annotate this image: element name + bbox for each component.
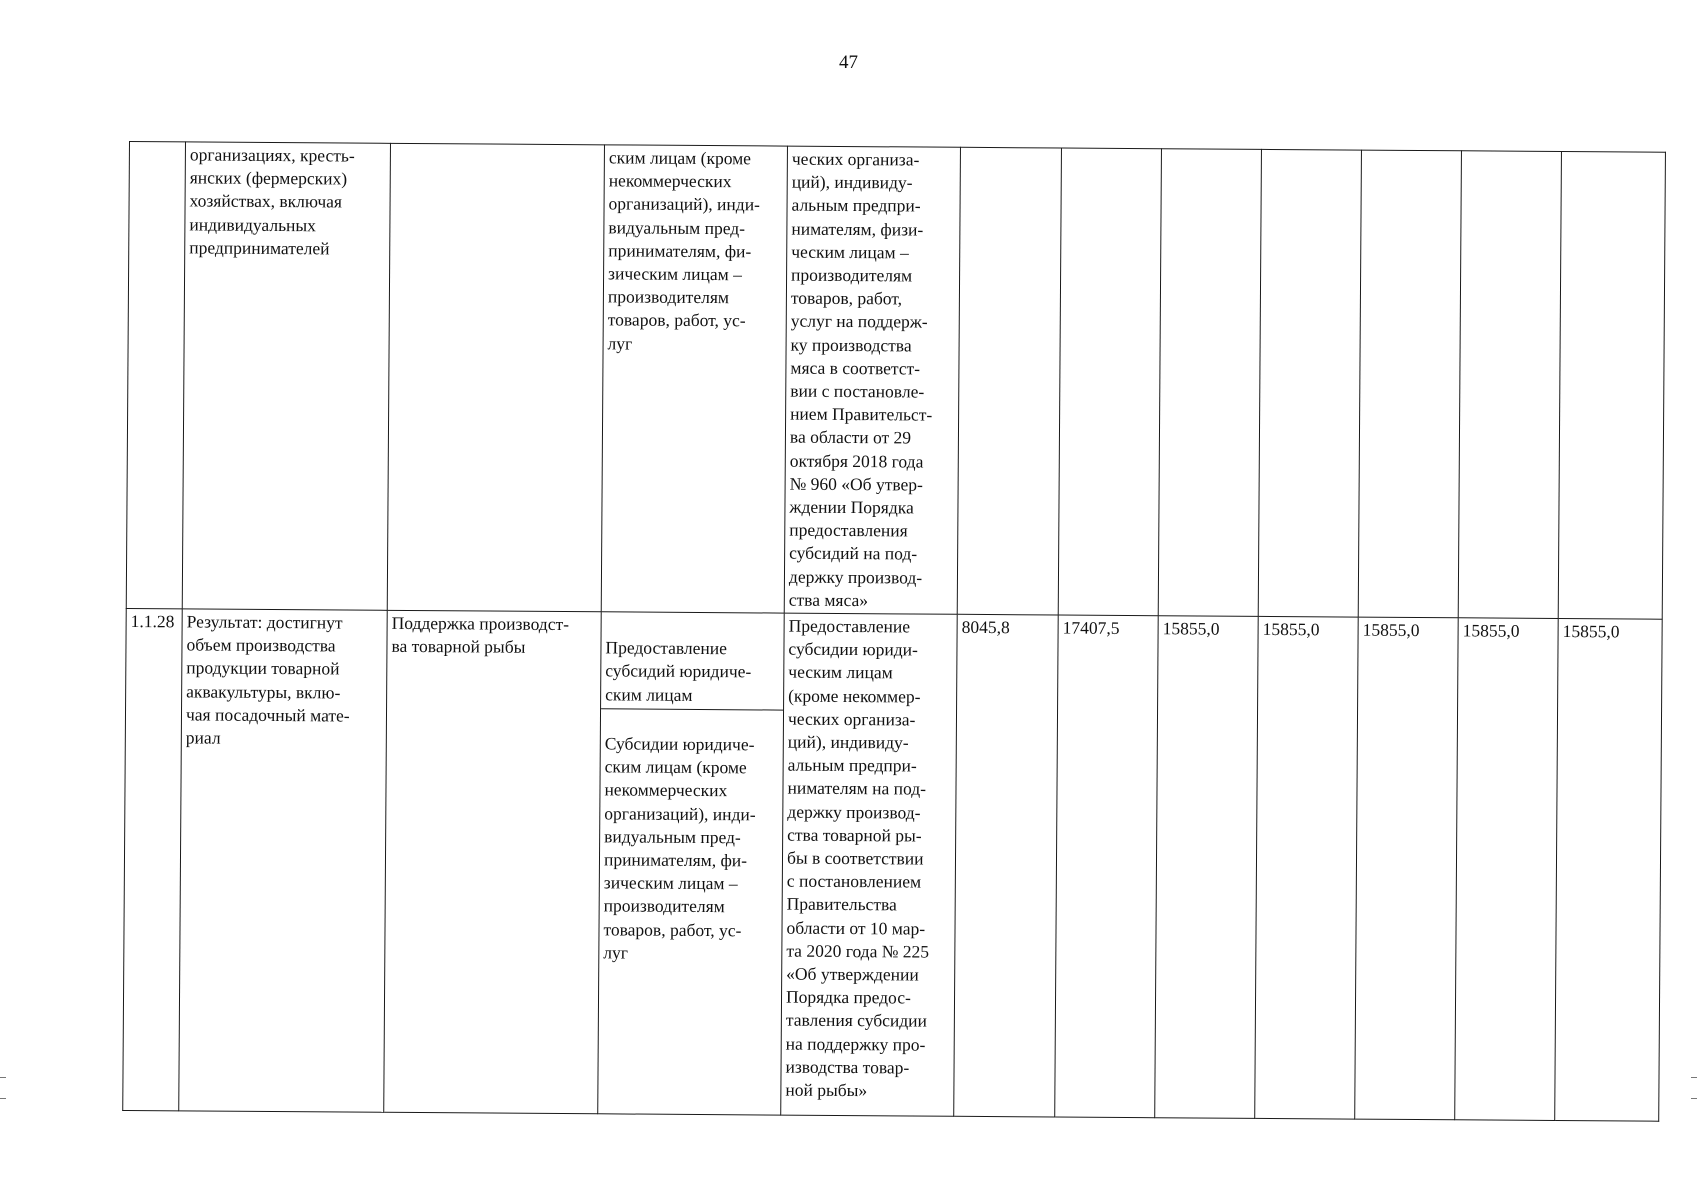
- description-cell: ческих организа- ций), индивиду- альным предпри- нимателям, физи- ческим лицам – производителям товаров, работ, услуг на поддерж- ку производства мяса в соответст- вии с постановле- нием Правительст- ва области от 29 октября 2018 года № 960 «Об утвер- ждении Порядка предоставления субсидий на под- держку производ- ства мяса»: [784, 146, 960, 614]
- value-cell: [1058, 148, 1161, 616]
- value-cell: [957, 147, 1061, 615]
- value-cell: 15855,0: [1355, 617, 1459, 1120]
- result-cell: организациях, кресть- янских (фермерских) хозяйствах, включая индивидуальных предпринимателей: [182, 142, 390, 610]
- value-cell: [1258, 149, 1361, 617]
- scan-margin-mark: [1691, 1077, 1697, 1099]
- page-number: 47: [839, 52, 858, 73]
- table-row: [123, 608, 1662, 1121]
- type-cell: [598, 612, 785, 1115]
- value-cell: [1358, 150, 1461, 618]
- value-cell: [1458, 151, 1561, 619]
- table-row: [126, 142, 1665, 620]
- value-cell: 15855,0: [1555, 618, 1663, 1121]
- value-cell: [1158, 149, 1261, 617]
- row-number-cell: 1.1.28: [123, 608, 183, 1110]
- program-table: [122, 141, 1666, 1122]
- measure-cell: Поддержка производст- ва товарной рыбы: [384, 610, 601, 1113]
- type-subcell-bottom: Субсидии юридиче- ским лицам (кроме некоммерческих организаций), инди- видуальным пред- принимателям, фи- зическим лицам – производителям товаров, работ, ус- луг: [603, 733, 756, 963]
- type-subcell-top: Предоставление субсидий юридиче- ским лицам: [601, 637, 784, 711]
- row-number-cell: [126, 142, 185, 609]
- value-cell: 15855,0: [1255, 616, 1359, 1119]
- value-cell: 8045,8: [954, 614, 1059, 1117]
- scan-margin-mark: [0, 1077, 6, 1099]
- measure-cell: [387, 143, 604, 611]
- description-cell: Предоставление субсидии юриди- ческим лицам (кроме некоммер- ческих организа- ций), индивиду- альным предпри- нимателям на под- держку производ- ства товарной ры- бы в соответствии с постановлением Правительства области от 10 мар- та 2020 года № 225 «Об утверждении Порядка предос- тавления субсидии на поддержку про- изводства товар- ной рыбы»: [781, 613, 958, 1116]
- value-cell: 15855,0: [1455, 618, 1559, 1121]
- type-cell: ским лицам (кроме некоммерческих организаций), инди- видуальным пред- принимателям, фи- зическим лицам – производителям товаров, работ, ус- луг: [601, 145, 787, 613]
- result-cell: Результат: достигнут объем производства продукции товарной аквакультуры, вклю- чая посадочный мате- риал: [179, 609, 387, 1112]
- value-cell: 15855,0: [1155, 616, 1259, 1119]
- value-cell: [1558, 152, 1665, 620]
- value-cell: 17407,5: [1055, 615, 1159, 1118]
